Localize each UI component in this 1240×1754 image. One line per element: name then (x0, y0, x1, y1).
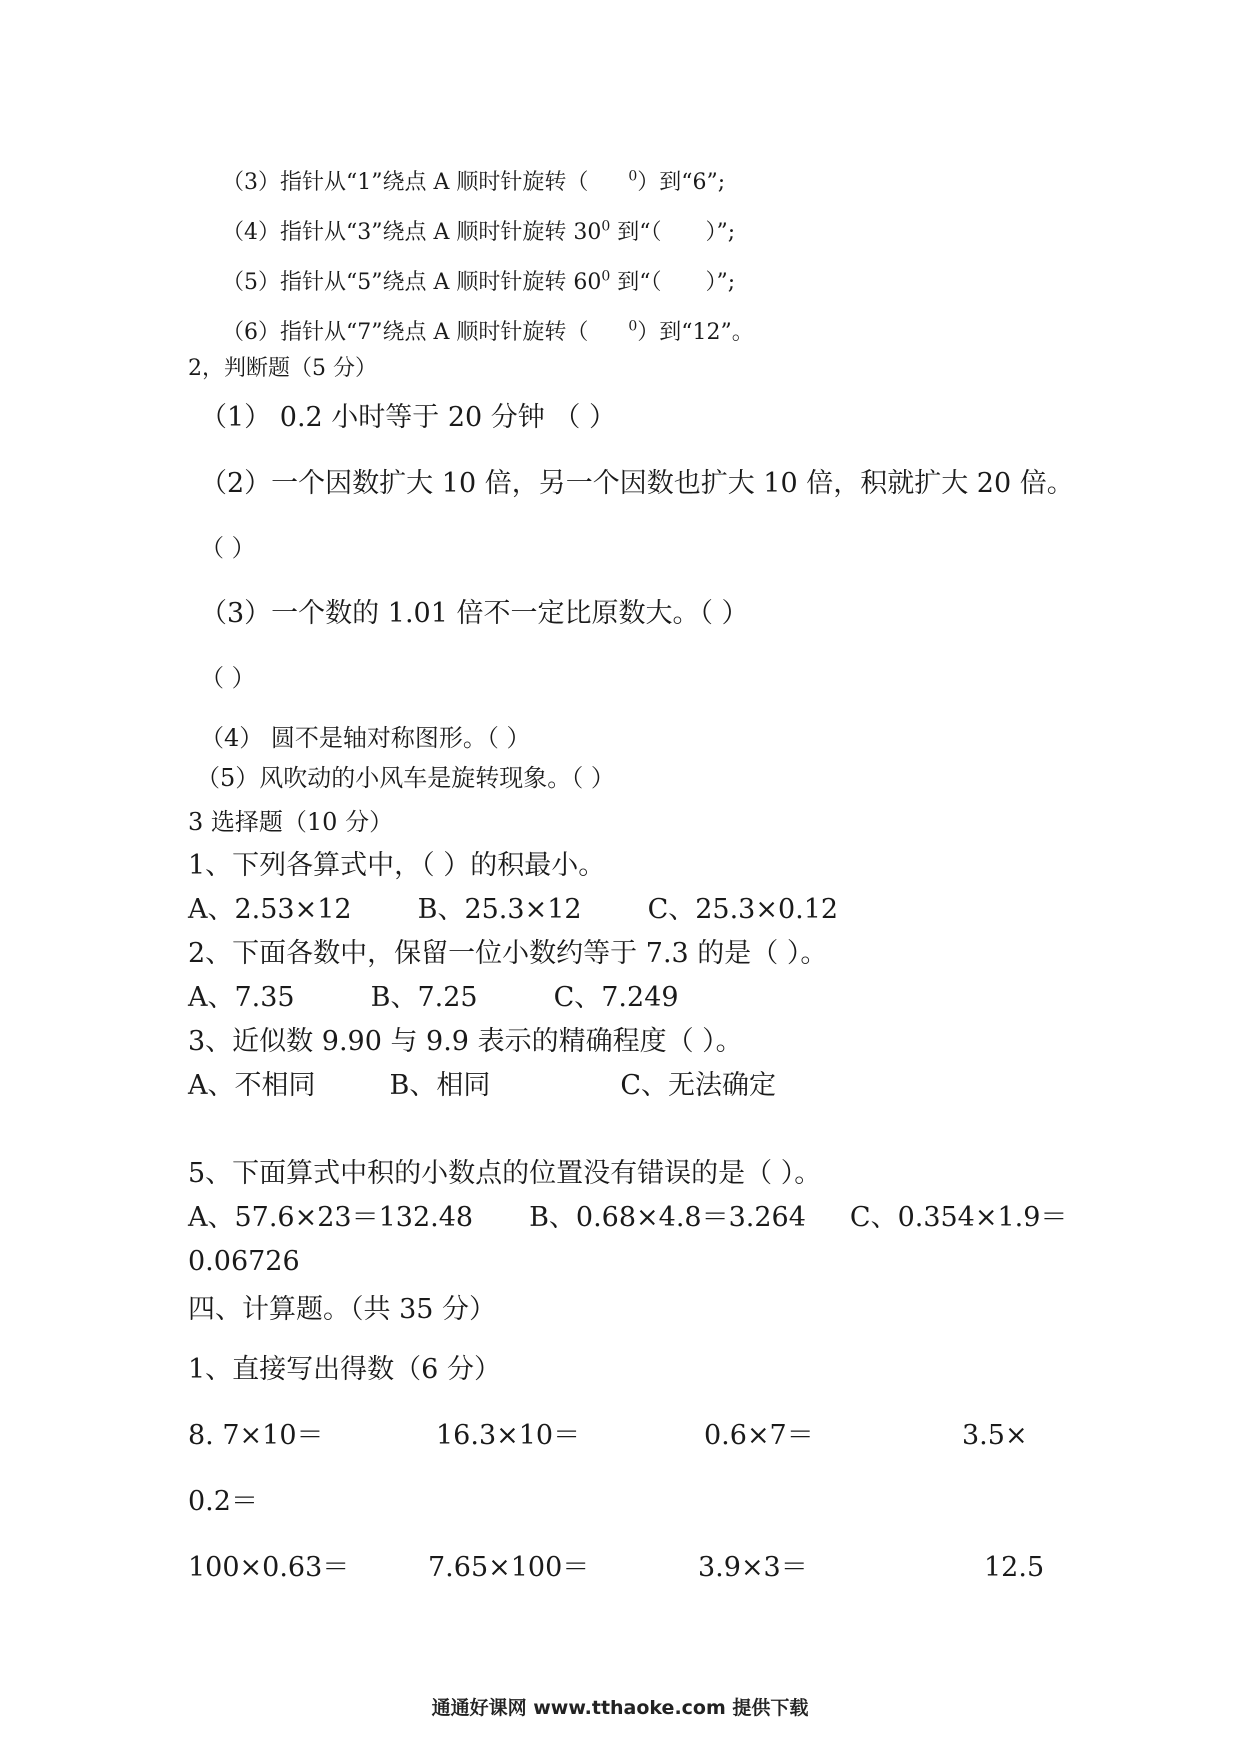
page-footer: 通通好课网 www.tthaoke.com 提供下载 (431, 1697, 809, 1719)
calc-row1-item3: 0.6×7＝ (704, 1420, 814, 1451)
choice-q5-options (188, 1204, 1067, 1231)
judge-q5: （5）风吹动的小风车是旋转现象。（ ） (196, 764, 615, 792)
option-c: C、无法确定 (620, 1070, 777, 1101)
option-c: C、0.354×1.9＝ (849, 1202, 1068, 1233)
choice-q1-options (188, 896, 838, 923)
rotation-item-3: （3）指针从“1”绕点 A 顺时针旋转（ $^0$）到“6”; (222, 168, 726, 195)
choice-q2: 2、下面各数中，保留一位小数约等于 7.3 的是（ ）。 (188, 938, 828, 969)
calc-row1-item2: 16.3×10＝ (436, 1420, 581, 1451)
option-b: B、7.25 (370, 982, 478, 1013)
judge-q3-answer: （ ） (200, 664, 256, 692)
option-b: B、0.68×4.8＝3.264 (529, 1202, 806, 1233)
option-a: A、2.53×12 (188, 894, 352, 925)
calc-heading: 四、计算题。（共 35 分） (188, 1294, 497, 1325)
option-c: C、25.3×0.12 (647, 894, 839, 925)
degree-mark: 0 (601, 218, 611, 235)
degree-mark: 0 (628, 168, 638, 185)
judge-q1: （1） 0.2 小时等于 20 分钟 （ ） (200, 402, 616, 433)
choice-q3-options (188, 1072, 776, 1099)
calc-row2-item1: 100×0.63＝ (188, 1552, 350, 1583)
choice-q1: 1、下列各算式中，（ ）的积最小。 (188, 850, 606, 881)
judge-q2: （2）一个因数扩大 10 倍，另一个因数也扩大 10 倍，积就扩大 20 倍。 (200, 468, 1074, 499)
calc-sub1: 1、直接写出得数（6 分） (188, 1354, 501, 1385)
judge-q3: （3）一个数的 1.01 倍不一定比原数大。（ ） (200, 598, 749, 629)
option-b: B、25.3×12 (417, 894, 582, 925)
option-a: A、不相同 (188, 1070, 316, 1101)
calc-row1-wrap: 0.2＝ (188, 1486, 258, 1517)
calc-row1-item4: 3.5× (962, 1420, 1028, 1451)
rotation-item-6: （6）指针从“7”绕点 A 顺时针旋转（ $^0$）到“12”。 (222, 318, 754, 345)
choice-q2-options (188, 984, 679, 1011)
degree-mark: 0 (628, 318, 638, 335)
rotation-item-4: （4）指针从“3”绕点 A 顺时针旋转 $30^0$ 到“（ ）”; (222, 218, 736, 245)
calc-row1-item1: 8. 7×10＝ (188, 1420, 324, 1451)
choice-q5-wrap: 0.06726 (188, 1246, 300, 1277)
judge-heading: 2，判断题（5 分） (188, 356, 377, 381)
judge-q2-answer: （ ） (200, 534, 256, 562)
calc-row2-item3: 3.9×3＝ (698, 1552, 808, 1583)
option-a: A、57.6×23＝132.48 (188, 1202, 474, 1233)
option-b: B、相同 (389, 1070, 491, 1101)
rotation-item-5: （5）指针从“5”绕点 A 顺时针旋转 $60^0$ 到“（ ）”; (222, 268, 736, 295)
calc-row2-item4: 12.5 (984, 1552, 1045, 1583)
option-a: A、7.35 (188, 982, 295, 1013)
option-c: C、7.249 (553, 982, 679, 1013)
calc-row2-item2: 7.65×100＝ (428, 1552, 590, 1583)
choice-q3: 3、近似数 9.90 与 9.9 表示的精确程度（ ）。 (188, 1026, 743, 1057)
degree-mark: 0 (601, 268, 611, 285)
choice-q5: 5、下面算式中积的小数点的位置没有错误的是（ ）。 (188, 1158, 822, 1189)
judge-q4: （4） 圆不是轴对称图形。（ ） (200, 724, 531, 752)
choice-heading: 3 选择题（10 分） (188, 808, 394, 836)
